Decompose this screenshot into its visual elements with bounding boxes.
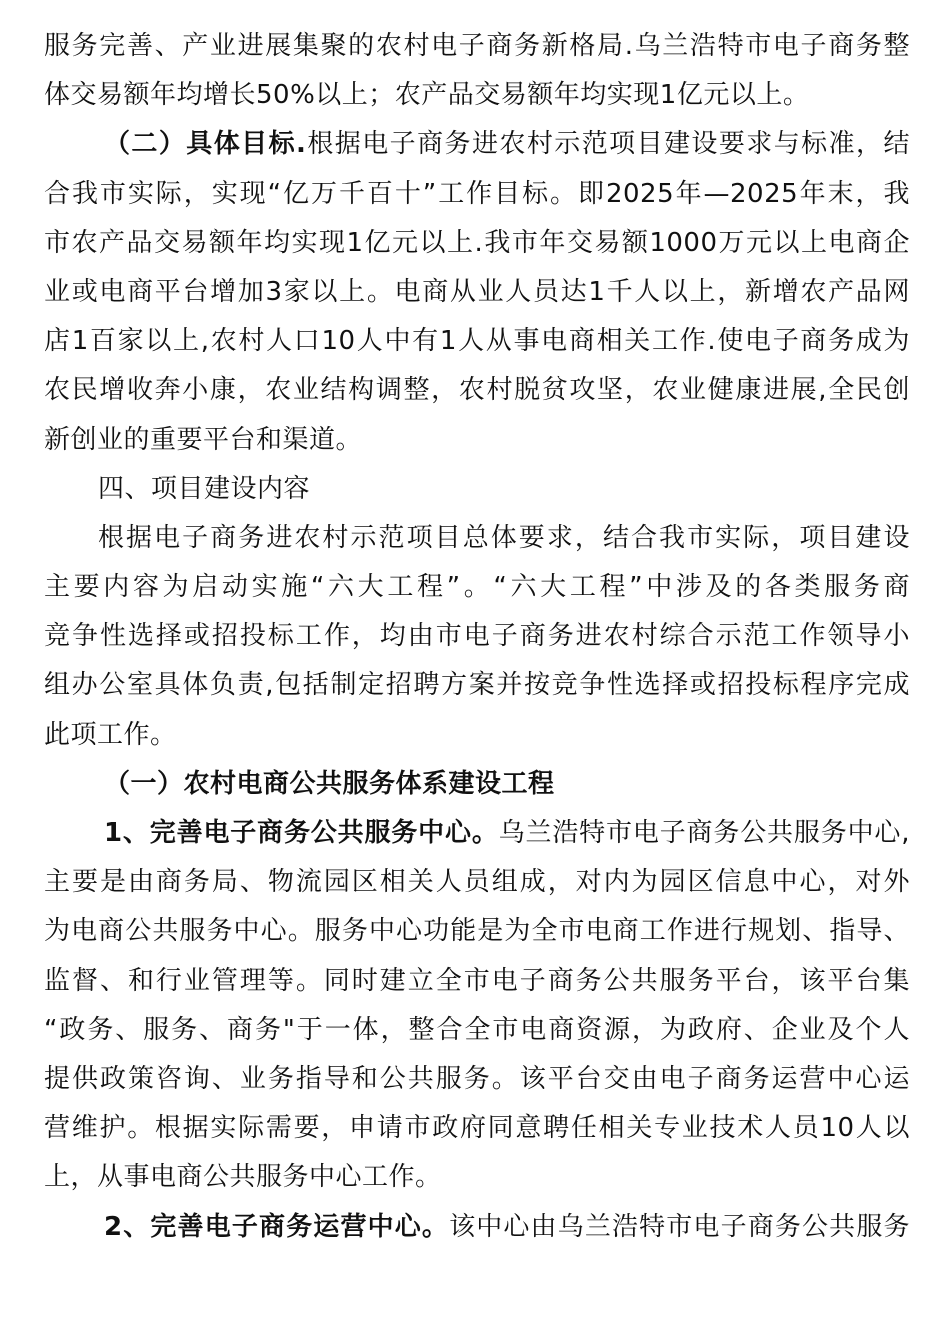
section-4-line-3: 竞争性选择或招投标工作，均由市电子商务进农村综合示范工作领导小: [44, 621, 910, 652]
specific-goal-line-7: 新创业的重要平台和渠道。: [44, 424, 363, 455]
specific-goal-line-4: 业或电商平台增加3家以上。电商从业人员达1千人以上，新增农产品网: [44, 276, 910, 307]
item-1-line-4: 监督、和行业管理等。同时建立全市电子商务公共服务平台，该平台集: [44, 965, 910, 996]
specific-goal-line-3: 市农产品交易额年均实现1亿元以上.我市年交易额1000万元以上电商企: [44, 227, 910, 258]
item-1-line-1-text: 乌兰浩特市电子商务公共服务中心,: [498, 818, 910, 848]
item-1-line-2: 主要是由商务局、物流园区相关人员组成，对内为园区信息中心，对外: [44, 867, 910, 898]
item-1-heading: 1、完善电子商务公共服务中心。: [104, 818, 499, 848]
specific-goal-heading: （二）具体目标.: [104, 129, 307, 160]
item-1-line-1: [44, 809, 910, 858]
item-2-line-1: [44, 1203, 910, 1252]
specific-goal-line-1: [44, 120, 910, 169]
item-2-line-1-text: 该中心由乌兰浩特市电子商务公共服务: [449, 1211, 910, 1242]
item-1-line-6: 提供政策咨询、业务指导和公共服务。该平台交由电子商务运营中心运: [44, 1063, 910, 1094]
specific-goal-line-1-text: 根据电子商务进农村示范项目建设要求与标准，结: [306, 129, 910, 160]
section-4-title: 四、项目建设内容: [98, 473, 311, 504]
item-1-line-5: “政务、服务、商务"于一体，整合全市电商资源，为政府、企业及个人: [44, 1014, 910, 1045]
item-1-line-8: 上，从事电商公共服务中心工作。: [44, 1162, 442, 1193]
item-1-line-3: 为电商公共服务中心。服务中心功能是为全市电商工作进行规划、指导、: [44, 916, 910, 947]
subsection-1-title: （一）农村电商公共服务体系建设工程: [104, 768, 555, 799]
specific-goal-line-2: 合我市实际，实现“亿万千百十”工作目标。即2025年—2025年末，我: [44, 178, 910, 209]
section-4-line-4: 组办公室具体负责,包括制定招聘方案并按竞争性选择或招投标程序完成: [44, 670, 910, 701]
specific-goal-line-6: 农民增收奔小康，农业结构调整，农村脱贫攻坚，农业健康进展,全民创: [44, 375, 910, 406]
intro-line-1: 服务完善、产业进展集聚的农村电子商务新格局.乌兰浩特市电子商务整: [44, 31, 910, 61]
intro-line-2: 体交易额年均增长50%以上；农产品交易额年均实现1亿元以上。: [44, 80, 810, 111]
section-4-line-1: 根据电子商务进农村示范项目总体要求，结合我市实际，项目建设: [98, 522, 910, 553]
section-4-line-2: 主要内容为启动实施“六大工程”。“六大工程”中涉及的各类服务商: [44, 572, 910, 603]
document-page: [44, 22, 910, 1252]
section-4-line-5: 此项工作。: [44, 719, 177, 750]
specific-goal-line-5: 店1百家以上,农村人口10人中有1人从事电商相关工作.使电子商务成为: [44, 326, 910, 357]
item-2-heading: 2、完善电子商务运营中心。: [104, 1211, 450, 1242]
item-1-line-7: 营维护。根据实际需要，申请市政府同意聘任相关专业技术人员10人以: [44, 1113, 910, 1144]
